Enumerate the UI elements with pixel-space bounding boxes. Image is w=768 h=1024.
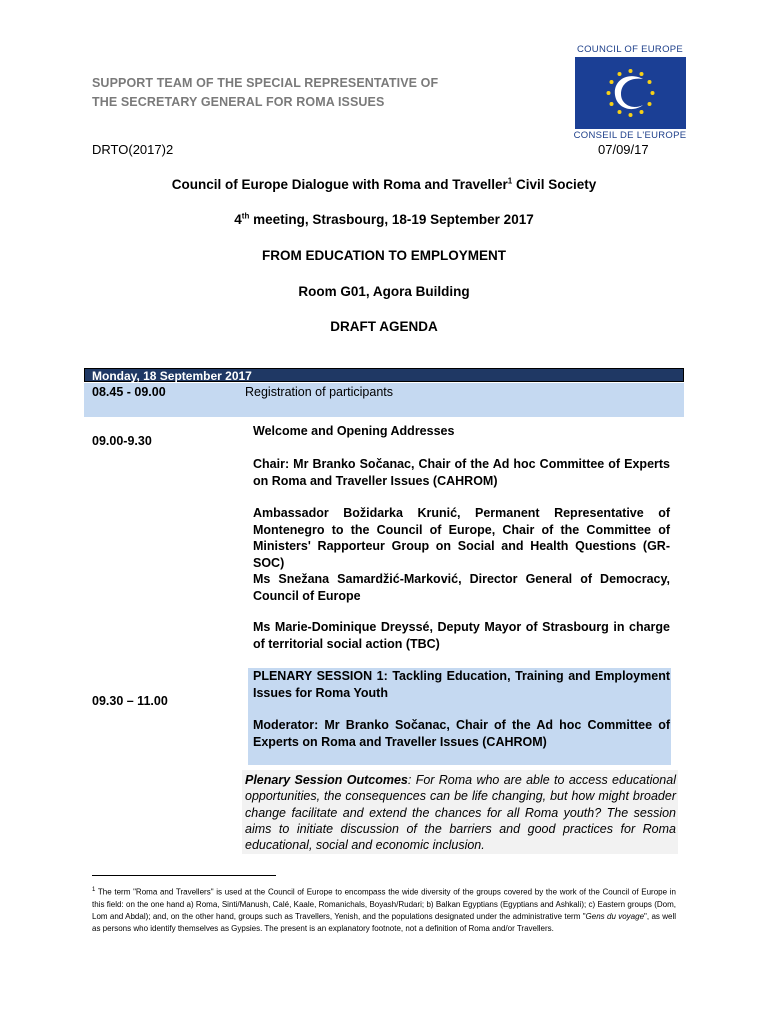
outcomes-label: Plenary Session Outcomes xyxy=(245,773,408,787)
meeting-number: 4 xyxy=(234,212,242,227)
logo-text-french: CONSEIL DE L'EUROPE xyxy=(573,130,687,141)
day-header: Monday, 18 September 2017 xyxy=(84,368,684,382)
footnote-text-b: ", as well as persons who identify themselves as Gypsies. The present is an explanatory footnote, not a definition of Roma and/or Travellers. xyxy=(92,911,677,933)
registration-row xyxy=(84,383,684,417)
speaker-krunic: Ambassador Božidarka Krunić, Permanent Representative of Montenegro to the Council of Europe, Chair of the Committee of Ministers' Rapporteur Group on Social and Health Questions (GR-SOC) xyxy=(253,506,670,570)
main-title xyxy=(0,177,768,192)
plenary-outcomes-box xyxy=(242,770,678,854)
footnote xyxy=(92,884,676,935)
chair-entry: Chair: Mr Branko Sočanac, Chair of the Ad hoc Committee of Experts on Roma and Traveller Issues (CAHROM) xyxy=(253,457,670,488)
meeting-details: meeting, Strasbourg, 18-19 September 2017 xyxy=(249,212,534,227)
document-reference: DRTO(2017)2 xyxy=(92,142,174,157)
registration-time: 08.45 - 09.00 xyxy=(92,385,166,399)
speaker-dreysse: Ms Marie-Dominique Dreyssé, Deputy Mayor of Strasbourg in charge of territorial social action (TBC) xyxy=(253,620,670,651)
main-title-text: Council of Europe Dialogue with Roma and Traveller xyxy=(171,177,508,192)
outcomes-text: : For Roma who are able to access educational opportunities, the consequences can be life changing, but how might broader change facilitate and extend the chances for all Roma youth? The session aims to initiate discussion of the barriers and good practices for Roma educational, social and economic inclusion. xyxy=(245,773,676,853)
org-line-1: SUPPORT TEAM OF THE SPECIAL REPRESENTATIVE OF xyxy=(92,76,439,90)
footnote-italic-term: Gens du voyage xyxy=(585,911,645,921)
plenary-outcomes xyxy=(242,770,678,853)
speaker-samardzic-markovic: Ms Snežana Samardžić-Marković, Director General of Democracy, Council of Europe xyxy=(253,572,670,603)
council-of-europe-emblem-icon xyxy=(575,57,686,129)
footnote-text-a: The term "Roma and Travellers" is used at the Council of Europe to encompass the wide diversity of the groups covered by the work of the Council of Europe in this field: on the one hand a) Roma, Sinti/Manush, Calé, Kaale, Romanichals, Boyash/Rudari; b) Balkan Egyptians (Egyptians and Ashkali); c) Eastern groups (Dom, Lom and Abdal); and, on the other hand, groups such as Travellers, Yenish, and the populations designated under the administrative term " xyxy=(92,887,676,921)
org-line-2: THE SECRETARY GENERAL FOR ROMA ISSUES xyxy=(92,95,385,109)
document-date: 07/09/17 xyxy=(598,142,649,157)
room-line: Room G01, Agora Building xyxy=(298,284,470,299)
welcome-time: 09.00-9.30 xyxy=(92,434,152,448)
council-of-europe-logo xyxy=(573,44,687,141)
plenary-time: 09.30 – 11.00 xyxy=(92,694,168,708)
main-title-text-end: Civil Society xyxy=(512,177,597,192)
meeting-ordinal: th xyxy=(241,211,250,221)
meeting-line xyxy=(0,212,768,227)
moderator-entry: Moderator: Mr Branko Sočanac, Chair of the Ad hoc Committee of Experts on Roma and Traveller Issues (CAHROM) xyxy=(253,718,670,749)
registration-label: Registration of participants xyxy=(245,385,393,399)
welcome-title: Welcome and Opening Addresses xyxy=(253,424,455,438)
logo-text-english: COUNCIL OF EUROPE xyxy=(576,44,684,55)
footnote-ref-1: 1 xyxy=(507,176,513,186)
theme-title: FROM EDUCATION TO EMPLOYMENT xyxy=(262,248,506,263)
document-type: DRAFT AGENDA xyxy=(330,319,438,334)
plenary-session-title: PLENARY SESSION 1: Tackling Education, Training and Employment Issues for Roma Youth xyxy=(253,669,670,700)
organisation-header xyxy=(92,74,438,112)
footnote-marker: 1 xyxy=(92,887,96,893)
footnote-separator xyxy=(92,875,276,876)
